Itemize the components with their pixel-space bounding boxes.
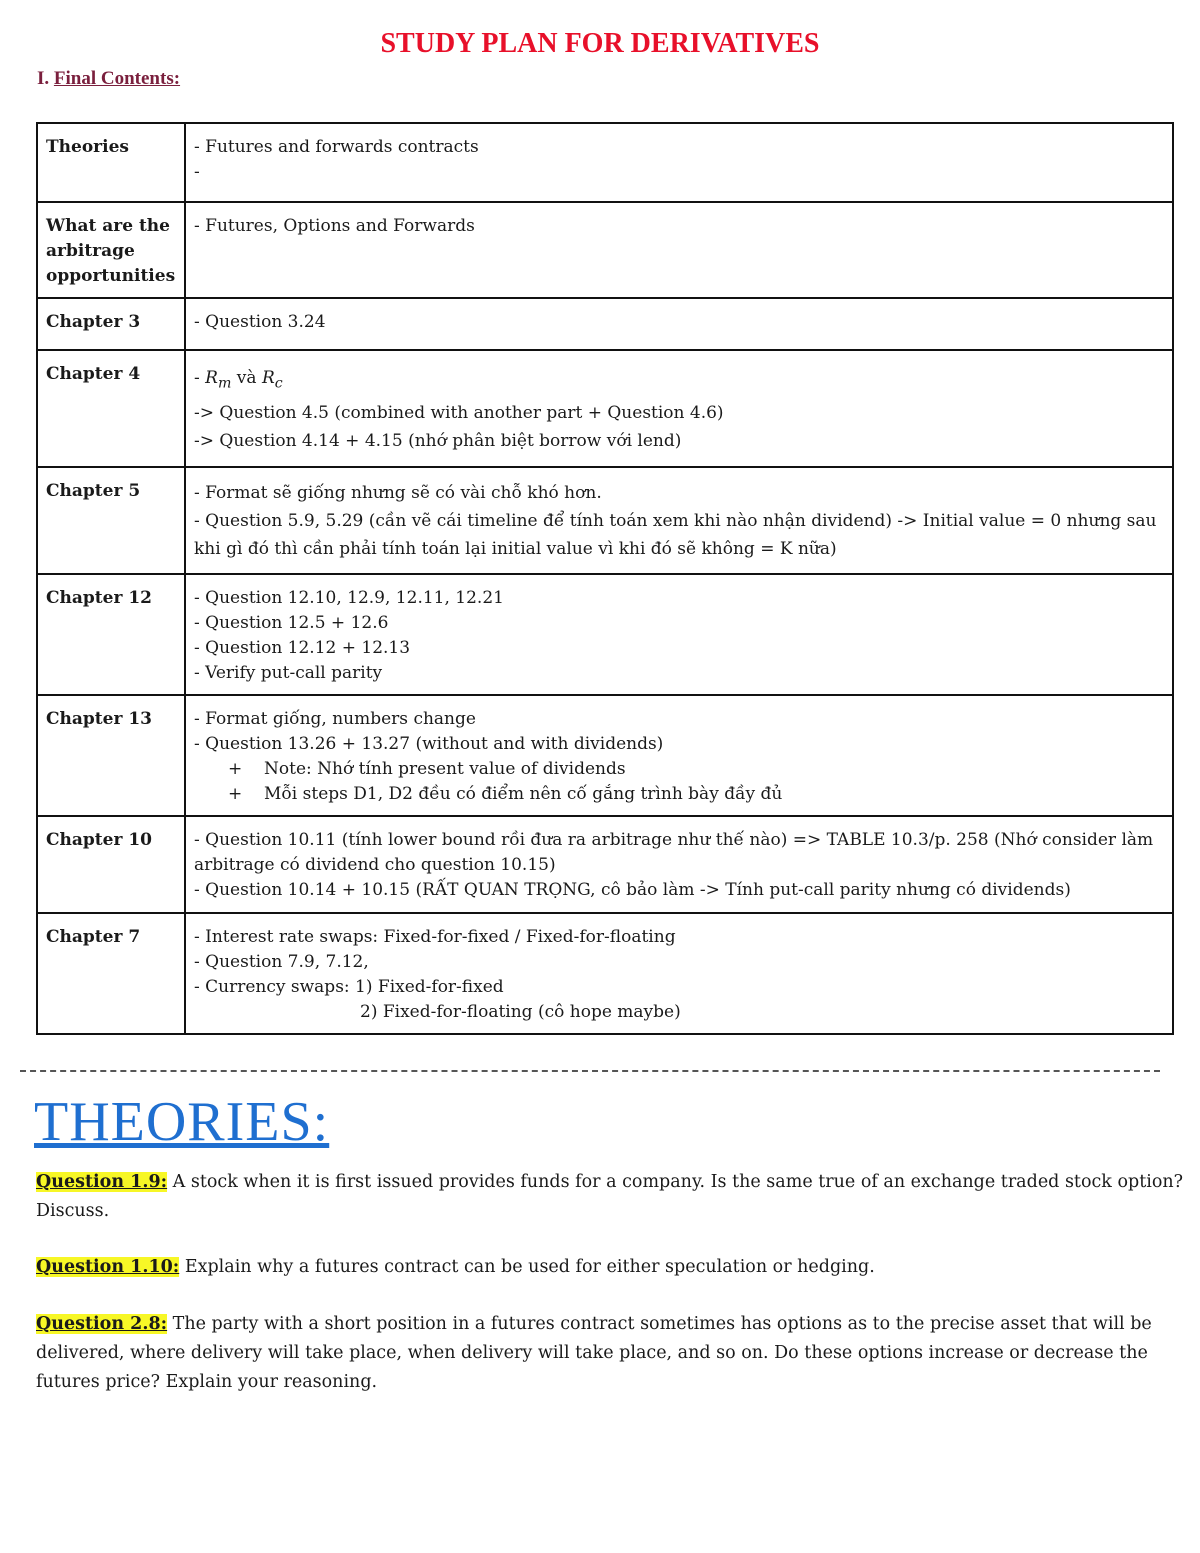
sub-bullet: + Note: Nhớ tính present value of dividends (228, 759, 626, 779)
row-label: Theories (37, 123, 185, 202)
content-line: - Question 12.10, 12.9, 12.11, 12.21 (194, 588, 504, 608)
content-line: - Question 5.9, 5.29 (cần vẽ cái timeline để tính toán xem khi nào nhận dividend) -> Initial value = 0 nhưng sau khi gì đó thì cần phải tính toán lại initial value vì khi đó sẽ không = K nữa) (194, 511, 1162, 559)
content-line: - Verify put-call parity (194, 663, 383, 683)
row-label: Chapter 3 (37, 298, 185, 350)
content-line: - Futures and forwards contracts (194, 137, 479, 157)
content-line: - Question 12.5 + 12.6 (194, 613, 389, 633)
question-text: Explain why a futures contract can be used for either speculation or hedging. (179, 1257, 875, 1277)
table-row (37, 695, 1173, 816)
table-row (37, 467, 1173, 574)
table-row (37, 913, 1173, 1034)
table-row (37, 816, 1173, 913)
question-label: Question 2.8: (36, 1314, 168, 1334)
row-content (185, 913, 1173, 1034)
content-line: - Question 12.12 + 12.13 (194, 638, 411, 658)
row-label: Chapter 10 (37, 816, 185, 913)
row-label: What are the arbitrage opportunities (37, 202, 185, 298)
content-line: - Question 13.26 + 13.27 (without and with dividends) (194, 734, 664, 754)
content-line: - Interest rate swaps: Fixed-for-fixed / Fixed-for-floating (194, 927, 676, 947)
question-label: Question 1.10: (36, 1257, 180, 1277)
row-content (185, 695, 1173, 816)
table-row (37, 298, 1173, 350)
question-item (36, 1168, 1186, 1226)
content-line: -> Question 4.14 + 4.15 (nhớ phân biệt borrow với lend) (194, 431, 682, 452)
content-line: - Format sẽ giống nhưng sẽ có vài chỗ khó hơn. (194, 483, 602, 503)
row-content (185, 467, 1173, 574)
study-plan-table (36, 122, 1174, 1035)
table-row (37, 123, 1173, 202)
content-line: - (194, 162, 200, 182)
question-text: A stock when it is first issued provides funds for a company. Is the same true of an exchange traded stock option? Discuss. (36, 1172, 1184, 1221)
section-divider (20, 1070, 1160, 1072)
section-number: I. (37, 68, 54, 89)
row-label: Chapter 13 (37, 695, 185, 816)
content-line: - Question 7.9, 7.12, (194, 952, 369, 972)
question-item (36, 1253, 1186, 1282)
row-content (185, 202, 1173, 298)
document-title: STUDY PLAN FOR DERIVATIVES (380, 28, 820, 59)
row-label: Chapter 7 (37, 913, 185, 1034)
sub-bullet: + Mỗi steps D1, D2 đều có điểm nên cố gắng trình bày đầy đủ (228, 784, 783, 804)
row-label: Chapter 4 (37, 350, 185, 467)
section-heading (37, 68, 180, 90)
question-item (36, 1310, 1186, 1397)
content-line: -> Question 4.5 (combined with another part + Question 4.6) (194, 403, 724, 424)
math-line: - $R_m$ và $R_c$ (194, 368, 283, 392)
content-line: 2) Fixed-for-floating (cô hope maybe) (360, 1002, 681, 1022)
content-line: - Currency swaps: 1) Fixed-for-fixed (194, 977, 504, 997)
table-row (37, 202, 1173, 298)
row-label: Chapter 5 (37, 467, 185, 574)
question-text: The party with a short position in a futures contract sometimes has options as to the precise asset that will be delivered, where delivery will take place, when delivery will take place, and so on. Do these options increase or decrease the futures price? Explain your reasoning. (36, 1314, 1152, 1392)
content-line: - Format giống, numbers change (194, 709, 476, 729)
content-line: - Question 10.14 + 10.15 (RẤT QUAN TRỌNG, cô bảo làm -> Tính put-call parity nhưng có dividends) (194, 880, 1071, 900)
table-row (37, 574, 1173, 695)
row-content (185, 298, 1173, 350)
row-label: Chapter 12 (37, 574, 185, 695)
row-content (185, 816, 1173, 913)
rm-symbol: $R_m$ (205, 368, 232, 392)
theories-heading: THEORIES: (34, 1091, 330, 1153)
table-row (37, 350, 1173, 467)
content-line: - Question 3.24 (194, 312, 326, 332)
content-line: - Question 10.11 (tính lower bound rồi đưa ra arbitrage như thế nào) => TABLE 10.3/p. 258 (Nhớ consider làm arbitrage có dividend cho question 10.15) (194, 830, 1159, 875)
row-content (185, 350, 1173, 467)
row-content (185, 123, 1173, 202)
content-line: - Futures, Options and Forwards (194, 216, 475, 236)
section-label: Final Contents: (53, 68, 181, 89)
rc-symbol: $R_c$ (261, 368, 283, 392)
question-label: Question 1.9: (36, 1172, 168, 1192)
row-content (185, 574, 1173, 695)
